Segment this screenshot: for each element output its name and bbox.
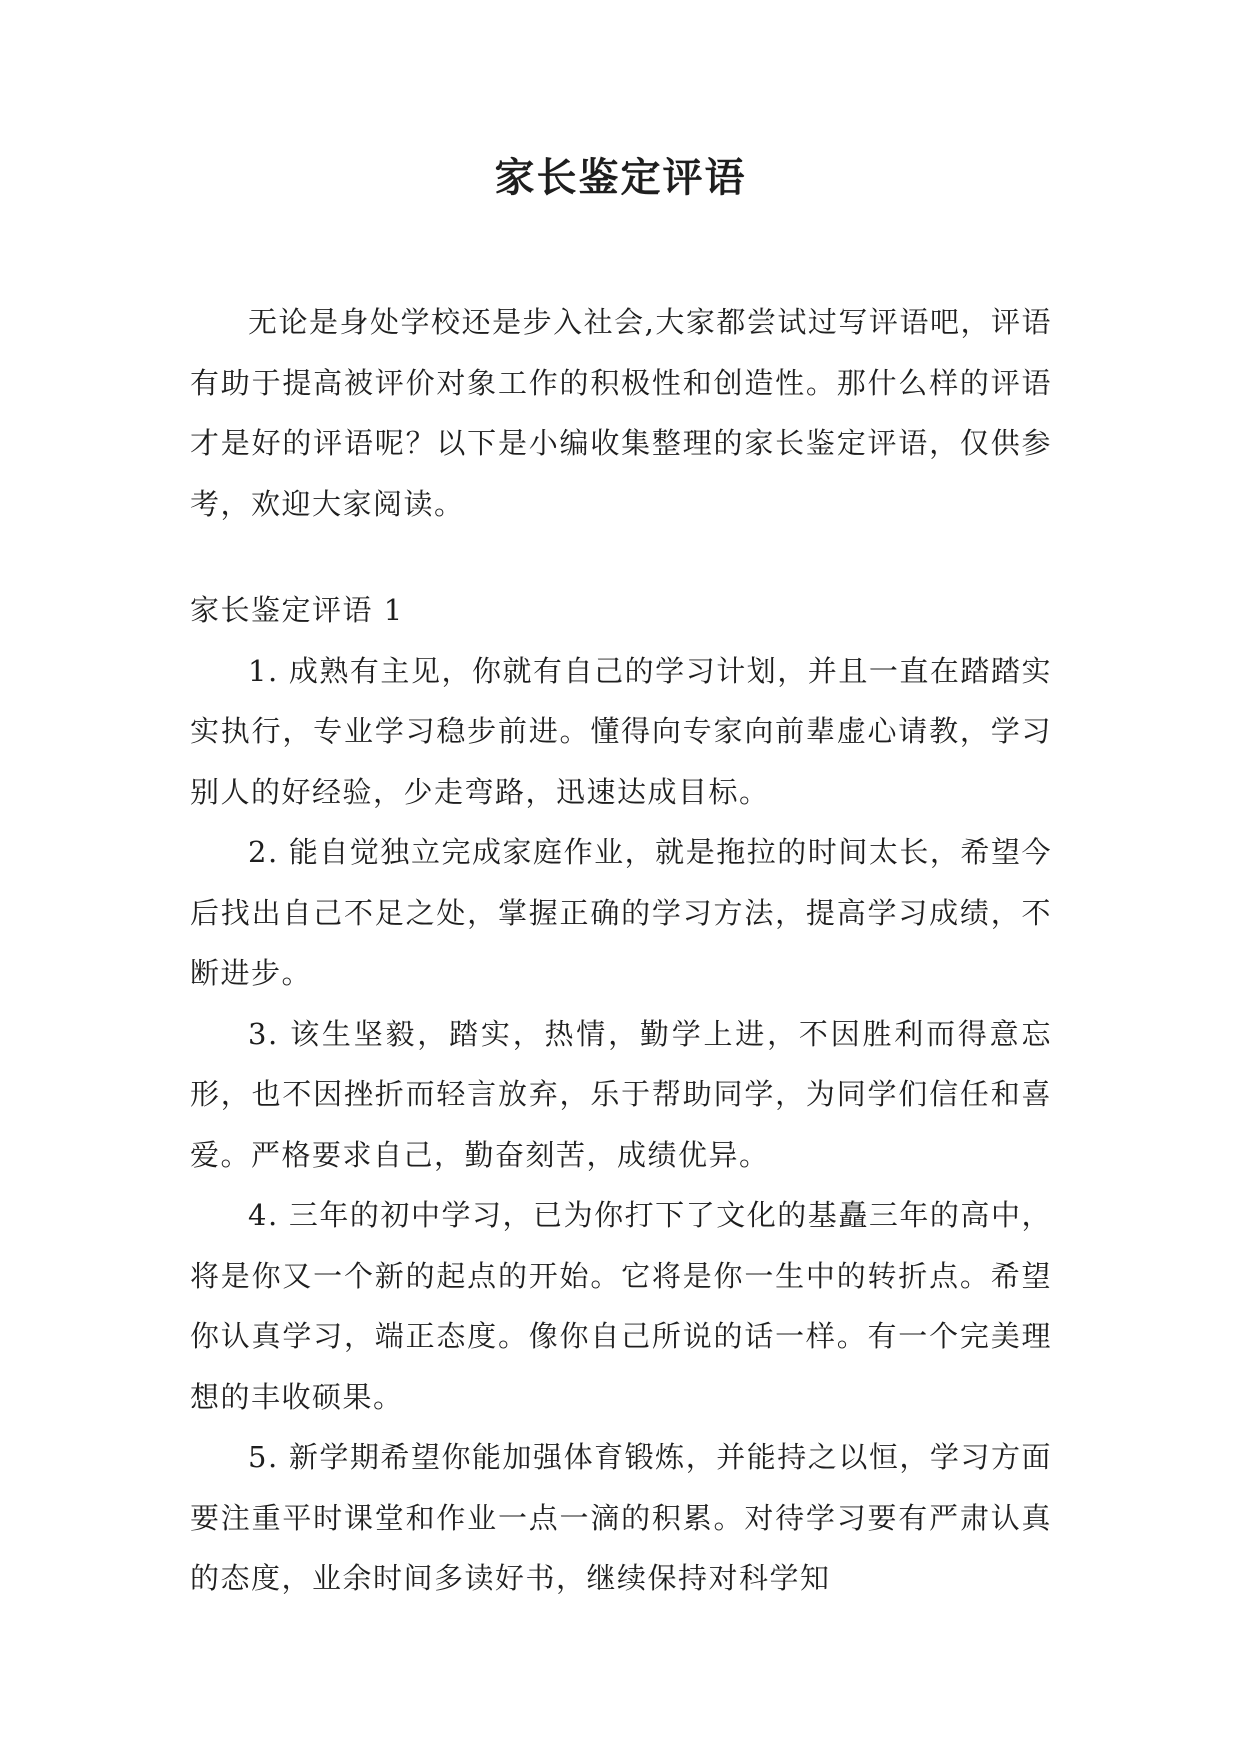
intro-paragraph: 无论是身处学校还是步入社会,大家都尝试过写评语吧，评语有助于提高被评价对象工作的积极性和创造性。那什么样的评语才是好的评语呢？以下是小编收集整理的家长鉴定评语，仅供参考，欢迎大家阅读。 xyxy=(190,305,1052,521)
section-heading: 家长鉴定评语 1 xyxy=(190,593,404,627)
item-text: 能自觉独立完成家庭作业，就是拖拉的时间太长，希望今后找出自己不足之处，掌握正确的学习方法，提高学习成绩，不断进步。 xyxy=(190,835,1052,990)
document-title: 家长鉴定评语 xyxy=(494,154,747,201)
list-item xyxy=(190,1185,1052,1427)
item-number: 1. xyxy=(248,653,279,688)
item-number: 2. xyxy=(248,835,279,869)
list-item xyxy=(190,1004,1052,1186)
item-text: 新学期希望你能加强体育锻炼，并能持之以恒，学习方面要注重平时课堂和作业一点一滴的积累。对待学习要有严肃认真的态度，业余时间多读好书，继续保持对科学知 xyxy=(190,1440,1052,1595)
item-number: 4. xyxy=(248,1198,279,1232)
item-number: 3. xyxy=(248,1016,279,1051)
item-text: 成熟有主见，你就有自己的学习计划，并且一直在踏踏实实执行，专业学习稳步前进。懂得向专家向前辈虚心请教，学习别人的好经验，少走弯路，迅速达成目标。 xyxy=(190,653,1052,809)
section-block xyxy=(190,580,1052,1609)
item-number: 5. xyxy=(248,1440,279,1474)
list-item xyxy=(190,1427,1052,1609)
item-text: 三年的初中学习，已为你打下了文化的基矗三年的高中，将是你又一个新的起点的开始。它将是你一生中的转折点。希望你认真学习，端正态度。像你自己所说的话一样。有一个完美理想的丰收硕果。 xyxy=(190,1198,1052,1414)
list-item xyxy=(190,641,1052,823)
list-item xyxy=(190,822,1052,1004)
item-text: 该生坚毅，踏实，热情，勤学上进，不因胜利而得意忘形，也不因挫折而轻言放弃，乐于帮助同学，为同学们信任和喜爱。严格要求自己，勤奋刻苦，成绩优异。 xyxy=(190,1016,1052,1172)
intro-block xyxy=(190,292,1052,534)
